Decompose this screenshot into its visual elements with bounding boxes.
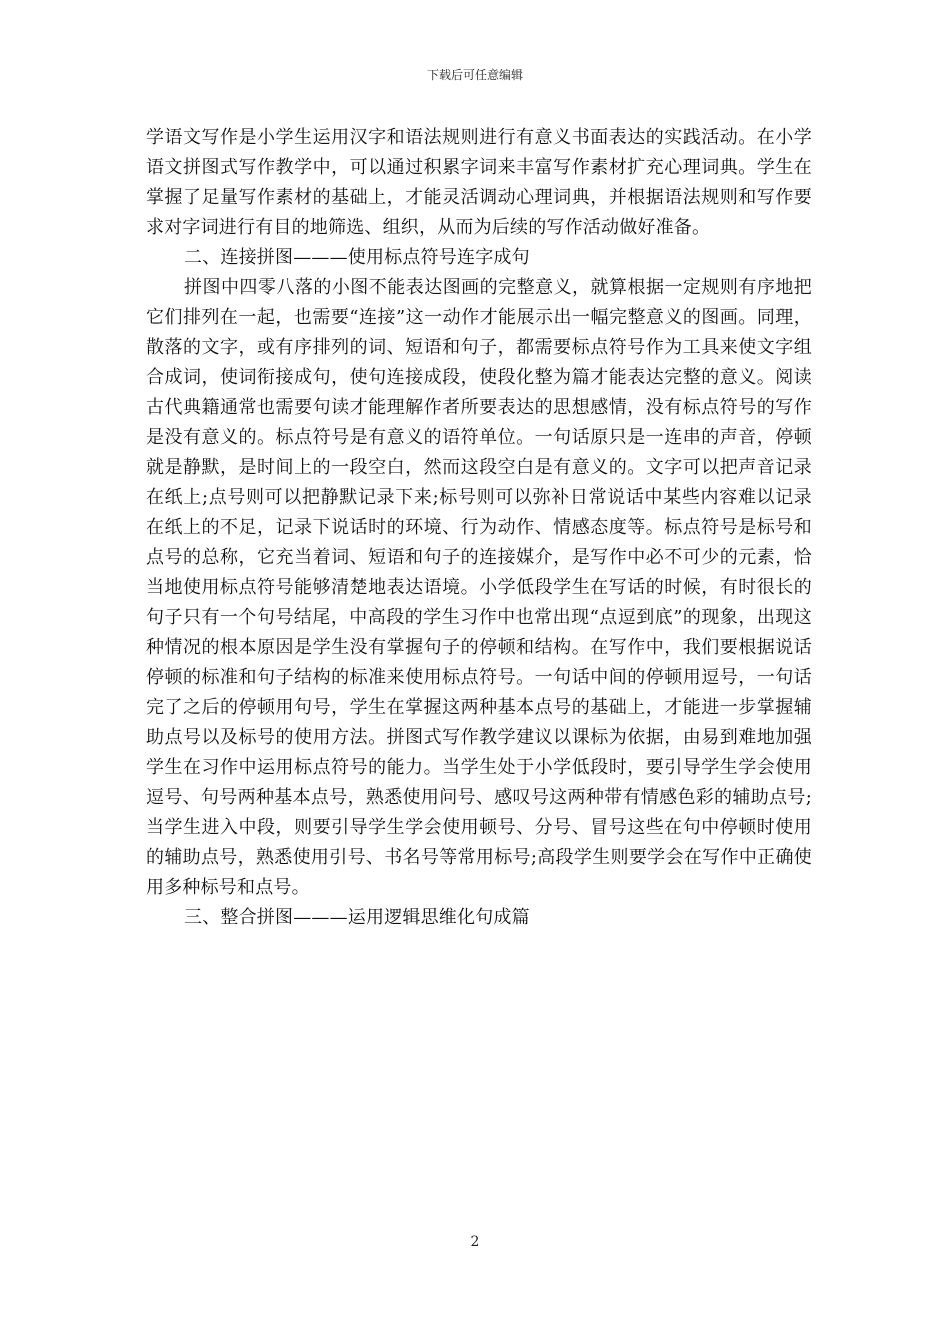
paragraph-punctuation: 拼图中四零八落的小图不能表达图画的完整意义，就算根据一定规则有序地把它们排列在一起，也需要“连接”这一动作才能展示出一幅完整意义的图画。同理，散落的文字，或有序排列的词、短语和句子，都需要标点符号作为工具来使文字组合成词，使词衔接成句，使句连接成段，使段化整为篇才能表达完整的意义。阅读古代典籍通常也需要句读才能理解作者所要表达的思想感情，没有标点符号的写作是没有意义的。标点符号是有意义的语符单位。一句话原只是一连串的声音，停顿就是静默，是时间上的一段空白，然而这段空白是有意义的。文字可以把声音记录在纸上;点号则可以把静默记录下来;标号则可以弥补日常说话中某些内容难以记录在纸上的不足，记录下说话时的环境、行为动作、情感态度等。标点符号是标号和点号的总称，它充当着词、短语和句子的连接媒介，是写作中必不可少的元素，恰当地使用标点符号能够清楚地表达语境。小学低段学生在写话的时候，有时很长的句子只有一个句号结尾，中高段的学生习作中也常出现“点逗到底”的现象，出现这种情况的根本原因是学生没有掌握句子的停顿和结构。在写作中，我们要根据说话停顿的标准和句子结构的标准来使用标点符号。一句话中间的停顿用逗号，一句话完了之后的停顿用句号，学生在掌握这两种基本点号的基础上，才能进一步掌握辅助点号以及标号的使用方法。拼图式写作教学建议以课标为依据，由易到难地加强学生在习作中运用标点符号的能力。当学生处于小学低段时，要引导学生学会使用逗号、句号两种基本点号，熟悉使用问号、感叹号这两种带有情感色彩的辅助点号;当学生进入中段，则要引导学生学会使用顿号、分号、冒号这些在句中停顿时使用的辅助点号，熟悉使用引号、书名号等常用标号;高段学生则要学会在写作中正确使用多种标号和点号。 — [146, 277, 812, 898]
section-heading-three: 三、整合拼图———运用逻辑思维化句成篇 — [184, 907, 530, 928]
document-body — [146, 123, 812, 933]
page-number: 2 — [470, 1234, 480, 1250]
section-heading-two: 二、连接拼图———使用标点符号连字成句 — [184, 247, 530, 268]
paragraph-intro: 学语文写作是小学生运用汉字和语法规则进行有意义书面表达的实践活动。在小学语文拼图式写作教学中，可以通过积累字词来丰富写作素材扩充心理词典。学生在掌握了足量写作素材的基础上，才能灵活调动心理词典，并根据语法规则和写作要求对字词进行有目的地筛选、组织，从而为后续的写作活动做好准备。 — [146, 127, 812, 238]
page-header: 下载后可任意编辑 — [426, 68, 523, 82]
